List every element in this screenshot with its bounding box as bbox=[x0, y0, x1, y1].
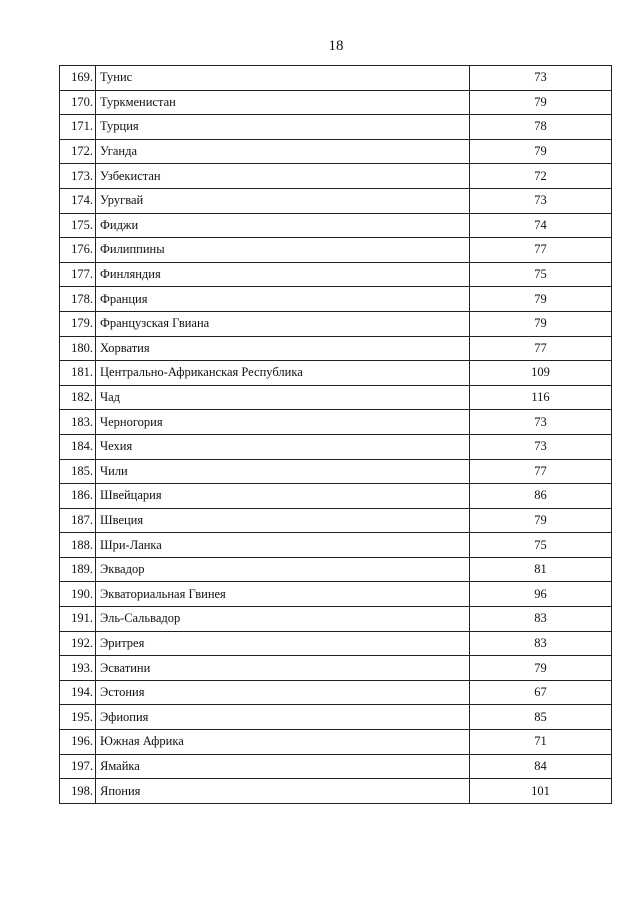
country-name: Шри-Ланка bbox=[96, 533, 470, 558]
country-value: 79 bbox=[470, 90, 612, 115]
table-row bbox=[60, 434, 612, 459]
row-number: 179. bbox=[60, 311, 96, 336]
country-name: Турция bbox=[96, 115, 470, 140]
country-value: 85 bbox=[470, 705, 612, 730]
country-value: 79 bbox=[470, 656, 612, 681]
country-value: 84 bbox=[470, 754, 612, 779]
country-value: 67 bbox=[470, 680, 612, 705]
table-row bbox=[60, 730, 612, 755]
country-name: Уругвай bbox=[96, 188, 470, 213]
row-number: 188. bbox=[60, 533, 96, 558]
table-row bbox=[60, 66, 612, 91]
row-number: 192. bbox=[60, 631, 96, 656]
row-number: 175. bbox=[60, 213, 96, 238]
country-value: 83 bbox=[470, 607, 612, 632]
row-number: 174. bbox=[60, 188, 96, 213]
row-number: 198. bbox=[60, 779, 96, 804]
country-value: 71 bbox=[470, 730, 612, 755]
row-number: 170. bbox=[60, 90, 96, 115]
row-number: 181. bbox=[60, 361, 96, 386]
country-name: Япония bbox=[96, 779, 470, 804]
row-number: 171. bbox=[60, 115, 96, 140]
country-value: 77 bbox=[470, 238, 612, 263]
country-value: 83 bbox=[470, 631, 612, 656]
table-row bbox=[60, 238, 612, 263]
table-row bbox=[60, 607, 612, 632]
table-row bbox=[60, 582, 612, 607]
table-row bbox=[60, 287, 612, 312]
country-name: Эль-Сальвадор bbox=[96, 607, 470, 632]
country-name: Чад bbox=[96, 385, 470, 410]
country-value: 77 bbox=[470, 459, 612, 484]
row-number: 178. bbox=[60, 287, 96, 312]
country-name: Французская Гвиана bbox=[96, 311, 470, 336]
country-name: Туркменистан bbox=[96, 90, 470, 115]
row-number: 186. bbox=[60, 484, 96, 509]
row-number: 194. bbox=[60, 680, 96, 705]
country-value: 81 bbox=[470, 557, 612, 582]
table-row bbox=[60, 311, 612, 336]
row-number: 176. bbox=[60, 238, 96, 263]
row-number: 195. bbox=[60, 705, 96, 730]
row-number: 173. bbox=[60, 164, 96, 189]
country-value: 72 bbox=[470, 164, 612, 189]
country-value: 79 bbox=[470, 311, 612, 336]
country-name: Франция bbox=[96, 287, 470, 312]
table-row bbox=[60, 680, 612, 705]
table-row bbox=[60, 361, 612, 386]
row-number: 180. bbox=[60, 336, 96, 361]
page-number: 18 bbox=[328, 38, 344, 54]
country-name: Фиджи bbox=[96, 213, 470, 238]
row-number: 193. bbox=[60, 656, 96, 681]
country-name: Эфиопия bbox=[96, 705, 470, 730]
country-value: 77 bbox=[470, 336, 612, 361]
country-table bbox=[59, 65, 612, 804]
country-value: 96 bbox=[470, 582, 612, 607]
table-row bbox=[60, 385, 612, 410]
table-row bbox=[60, 115, 612, 140]
country-value: 73 bbox=[470, 434, 612, 459]
table-row bbox=[60, 779, 612, 804]
country-name: Чехия bbox=[96, 434, 470, 459]
row-number: 187. bbox=[60, 508, 96, 533]
row-number: 197. bbox=[60, 754, 96, 779]
row-number: 189. bbox=[60, 557, 96, 582]
table-row bbox=[60, 557, 612, 582]
table-row bbox=[60, 188, 612, 213]
country-value: 101 bbox=[470, 779, 612, 804]
country-name: Узбекистан bbox=[96, 164, 470, 189]
country-value: 79 bbox=[470, 287, 612, 312]
country-value: 73 bbox=[470, 66, 612, 91]
table-row bbox=[60, 631, 612, 656]
country-name: Швеция bbox=[96, 508, 470, 533]
row-number: 182. bbox=[60, 385, 96, 410]
country-name: Чили bbox=[96, 459, 470, 484]
country-name: Эстония bbox=[96, 680, 470, 705]
country-name: Эсватини bbox=[96, 656, 470, 681]
table-row bbox=[60, 336, 612, 361]
country-name: Черногория bbox=[96, 410, 470, 435]
row-number: 185. bbox=[60, 459, 96, 484]
country-name: Центрально-Африканская Республика bbox=[96, 361, 470, 386]
country-value: 116 bbox=[470, 385, 612, 410]
table-row bbox=[60, 705, 612, 730]
table-row bbox=[60, 508, 612, 533]
country-value: 74 bbox=[470, 213, 612, 238]
table-body bbox=[60, 66, 612, 804]
country-name: Экваториальная Гвинея bbox=[96, 582, 470, 607]
country-name: Эквадор bbox=[96, 557, 470, 582]
country-value: 78 bbox=[470, 115, 612, 140]
country-value: 109 bbox=[470, 361, 612, 386]
country-name: Филиппины bbox=[96, 238, 470, 263]
table-row bbox=[60, 410, 612, 435]
row-number: 177. bbox=[60, 262, 96, 287]
row-number: 190. bbox=[60, 582, 96, 607]
country-value: 73 bbox=[470, 410, 612, 435]
country-value: 75 bbox=[470, 262, 612, 287]
table-row bbox=[60, 459, 612, 484]
country-name: Уганда bbox=[96, 139, 470, 164]
country-value: 86 bbox=[470, 484, 612, 509]
row-number: 172. bbox=[60, 139, 96, 164]
country-name: Ямайка bbox=[96, 754, 470, 779]
country-value: 73 bbox=[470, 188, 612, 213]
table-row bbox=[60, 533, 612, 558]
row-number: 169. bbox=[60, 66, 96, 91]
table-row bbox=[60, 139, 612, 164]
country-value: 79 bbox=[470, 508, 612, 533]
table-row bbox=[60, 262, 612, 287]
country-value: 75 bbox=[470, 533, 612, 558]
row-number: 184. bbox=[60, 434, 96, 459]
country-name: Хорватия bbox=[96, 336, 470, 361]
row-number: 183. bbox=[60, 410, 96, 435]
table-row bbox=[60, 213, 612, 238]
country-name: Тунис bbox=[96, 66, 470, 91]
country-name: Эритрея bbox=[96, 631, 470, 656]
country-value: 79 bbox=[470, 139, 612, 164]
table-row bbox=[60, 484, 612, 509]
table-row bbox=[60, 754, 612, 779]
row-number: 196. bbox=[60, 730, 96, 755]
table-row bbox=[60, 90, 612, 115]
table-row bbox=[60, 656, 612, 681]
row-number: 191. bbox=[60, 607, 96, 632]
country-name: Южная Африка bbox=[96, 730, 470, 755]
country-name: Швейцария bbox=[96, 484, 470, 509]
table-row bbox=[60, 164, 612, 189]
country-name: Финляндия bbox=[96, 262, 470, 287]
